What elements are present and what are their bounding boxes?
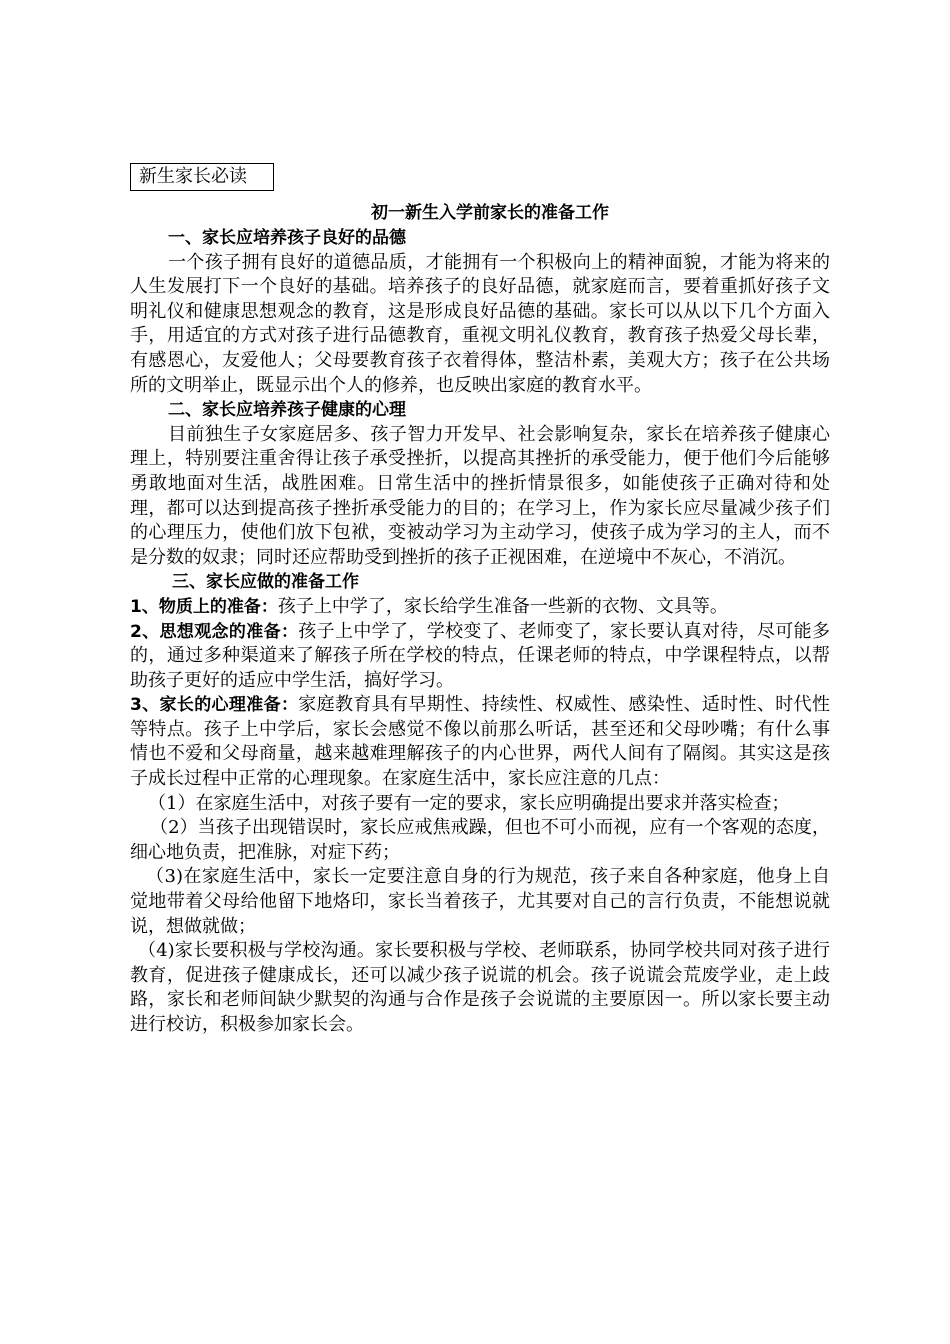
document-title: 初一新生入学前家长的准备工作 — [371, 203, 609, 223]
section-1-paragraph: 一个孩子拥有良好的道德品质，才能拥有一个积极向上的精神面貌，才能为将来的人生发展打下一个良好的基础。培养孩子的良好品德，就家庭而言，要着重抓好孩子文明礼仪和健康思想观念的教育，这是形成良好品德的基础。家长可以从以下几个方面入手，用适宜的方式对孩子进行品德教育，重视文明礼仪教育，教育孩子热爱父母长辈，有感恩心，友爱他人；父母要教育孩子衣着得体，整洁朴素，美观大方；孩子在公共场所的文明举止，既显示出个人的修养，也反映出家庭的教育水平。 — [130, 251, 830, 396]
item-2-lead: 2、思想观念的准备： — [130, 621, 299, 642]
item-2-text: 孩子上中学了，学校变了、老师变了，家长要认真对待，尽可能多的，通过多种渠道来了解孩子所在学校的特点，任课老师的特点，中学课程特点，以帮助孩子更好的适应中学生活，搞好学习。 — [130, 620, 830, 691]
point-3: （3)在家庭生活中，家长一定要注意自身的行为规范，孩子来自各种家庭，他身上自觉地带着父母给他留下地烙印，家长当着孩子，尤其要对自己的言行负责，不能想说就说，想做就做； — [130, 866, 830, 937]
item-2 — [130, 620, 830, 694]
section-1-heading: 一、家长应培养孩子良好的品德 — [168, 228, 406, 248]
new-parent-badge: 新生家长必读 — [130, 163, 274, 191]
item-3-lead: 3、家长的心理准备： — [130, 695, 299, 716]
item-3-text: 家庭教育具有早期性、持续性、权威性、感染性、适时性、时代性等特点。孩子上中学后，家长会感觉不像以前那么听话，甚至还和父母吵嘴；有什么事情也不爱和父母商量，越来越难理解孩子的内心世界，两代人间有了隔阂。其实这是孩子成长过程中正常的心理现象。在家庭生活中，家长应注意的几点： — [130, 694, 830, 790]
section-2-heading: 二、家长应培养孩子健康的心理 — [168, 400, 406, 421]
document-body — [130, 226, 830, 1038]
section-3-heading: 三、家长应做的准备工作 — [172, 572, 359, 593]
point-1: （1）在家庭生活中，对孩子要有一定的要求，家长应明确提出要求并落实检查； — [148, 792, 790, 814]
item-3 — [130, 693, 830, 791]
section-2-paragraph: 目前独生子女家庭居多、孩子智力开发早、社会影响复杂，家长在培养孩子健康心理上，特别要注重舍得让孩子承受挫折，以提高其挫折的承受能力，便于他们今后能够勇敢地面对生活，战胜困难。日常生活中的挫折情景很多，如能使孩子正确对待和处理，都可以达到提高孩子挫折承受能力的目的；在学习上，作为家长应尽量减少孩子们的心理压力，使他们放下包袱，变被动学习为主动学习，使孩子成为学习的主人，而不是分数的奴隶；同时还应帮助受到挫折的孩子正视困难，在逆境中不灰心，不消沉。 — [130, 423, 830, 568]
item-1 — [130, 595, 830, 620]
point-2: （2）当孩子出现错误时，家长应戒焦戒躁，但也不可小而视，应有一个客观的态度，细心地负责，把准脉，对症下药； — [130, 817, 830, 863]
item-1-lead: 1、物质上的准备： — [130, 596, 278, 617]
point-4: （4)家长要积极与学校沟通。家长要积极与学校、老师联系，协同学校共同对孩子进行教育，促进孩子健康成长，还可以减少孩子说谎的机会。孩子说谎会荒废学业，走上歧路，家长和老师间缺少默契的沟通与合作是孩子会说谎的主要原因一。所以家长要主动进行校访，积极参加家长会。 — [130, 940, 830, 1035]
item-1-text: 孩子上中学了，家长给学生准备一些新的衣物、文具等。 — [277, 595, 728, 617]
